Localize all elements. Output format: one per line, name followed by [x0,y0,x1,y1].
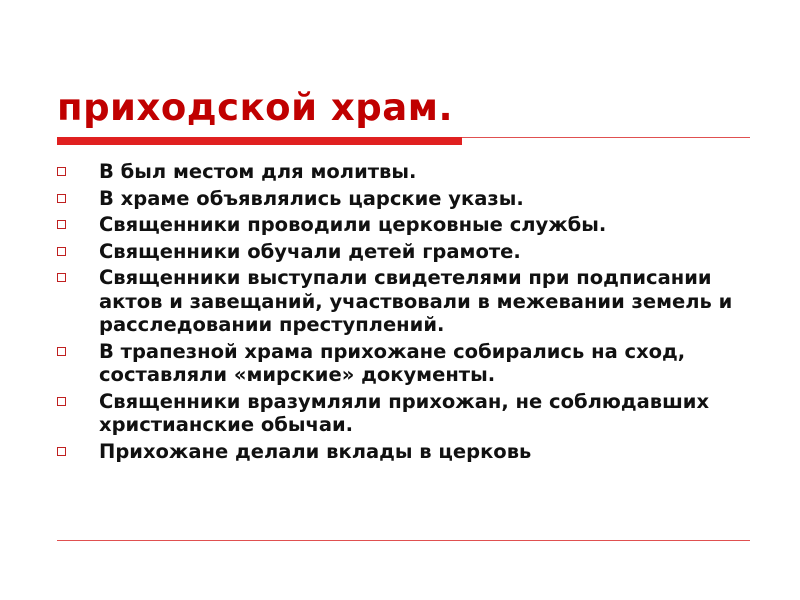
bullet-item [57,160,757,184]
bullet-list [57,160,757,466]
bottom-divider-line [57,540,750,541]
hollow-square-bullet-icon [57,247,66,256]
title-accent-bar [57,137,462,145]
bullet-item [57,390,757,437]
bullet-text: В храме объявлялись царские указы. [99,186,524,210]
bullet-item [57,213,757,237]
bullet-item [57,266,757,337]
hollow-square-bullet-icon [57,397,66,406]
hollow-square-bullet-icon [57,447,66,456]
bullet-item [57,340,757,387]
bullet-item [57,440,757,464]
hollow-square-bullet-icon [57,194,66,203]
hollow-square-bullet-icon [57,167,66,176]
hollow-square-bullet-icon [57,347,66,356]
slide-title: приходской храм. [57,86,454,129]
bullet-text: Священники вразумляли прихожан, не соблюдавших христианские обычаи. [99,389,710,436]
bullet-text: В трапезной храма прихожане собирались на сход, составляли «мирские» документы. [99,339,686,386]
hollow-square-bullet-icon [57,220,66,229]
bullet-text: Священники проводили церковные службы. [99,213,607,236]
bullet-text: В был местом для молитвы. [99,160,417,183]
bullet-text: Священники обучали детей грамоте. [99,239,521,263]
bullet-text: Прихожане делали вклады в церковь [99,439,532,463]
bullet-item [57,240,757,264]
hollow-square-bullet-icon [57,273,66,282]
bullet-item [57,187,757,211]
bullet-text: Священники выступали свидетелями при подписании актов и завещаний, участвовали в межевании земель и расследовании преступлений. [99,266,733,336]
